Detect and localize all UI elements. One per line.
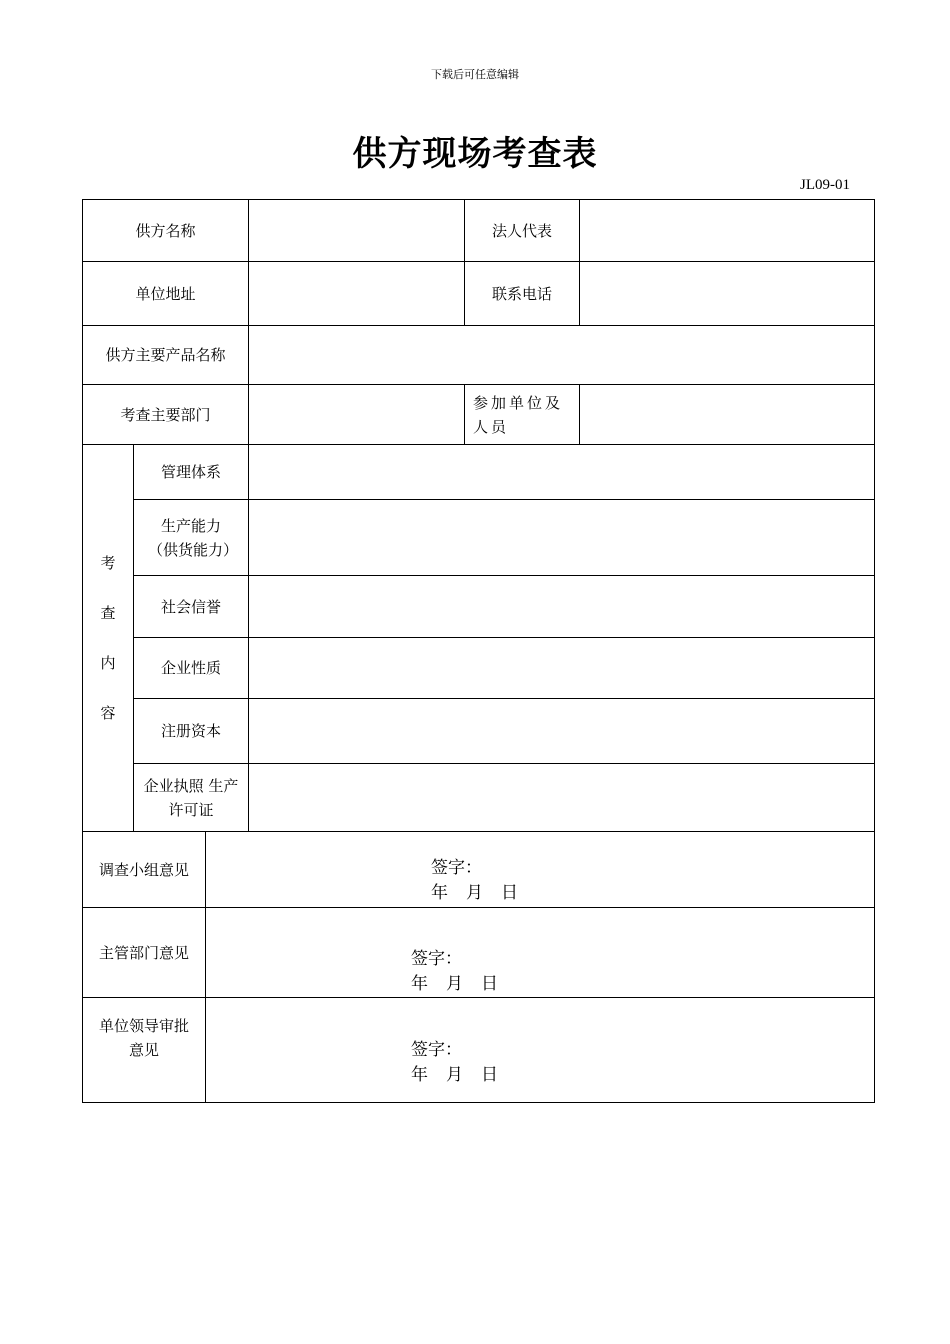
item-production-capacity-field[interactable] bbox=[249, 500, 875, 576]
survey-team-opinion-field[interactable] bbox=[206, 832, 875, 908]
signature-label: 签字： bbox=[431, 858, 482, 878]
form-code: JL09-01 bbox=[800, 177, 850, 193]
item-enterprise-nature-label: 企业性质 bbox=[134, 638, 249, 699]
signature-block bbox=[411, 947, 516, 997]
signature-label: 签字： bbox=[411, 1040, 462, 1060]
date-day: 日 bbox=[481, 974, 498, 994]
item-license-field[interactable] bbox=[249, 764, 875, 832]
date-line bbox=[431, 881, 536, 906]
date-year: 年 bbox=[411, 1065, 428, 1085]
item-management-system-field[interactable] bbox=[249, 445, 875, 500]
dept-opinion-label: 主管部门意见 bbox=[83, 908, 206, 998]
supplier-name-field[interactable] bbox=[249, 200, 465, 262]
item-reputation-label: 社会信誉 bbox=[134, 576, 249, 638]
date-line bbox=[411, 1063, 516, 1088]
participants-label: 参加单位及人员 bbox=[465, 385, 580, 445]
phone-label: 联系电话 bbox=[465, 262, 580, 326]
page-title: 供方现场考查表 bbox=[352, 134, 598, 174]
inspection-content-char: 考 bbox=[100, 554, 116, 572]
signature-block bbox=[411, 1038, 516, 1088]
date-month: 月 bbox=[466, 883, 483, 903]
item-registered-capital-label: 注册资本 bbox=[134, 699, 249, 764]
main-products-label: 供方主要产品名称 bbox=[83, 326, 249, 385]
date-day: 日 bbox=[481, 1065, 498, 1085]
date-day: 日 bbox=[501, 883, 518, 903]
participants-field[interactable] bbox=[580, 385, 875, 445]
date-year: 年 bbox=[431, 883, 448, 903]
legal-rep-field[interactable] bbox=[580, 200, 875, 262]
inspection-content-label bbox=[83, 445, 134, 832]
signature-block bbox=[431, 856, 536, 906]
address-label: 单位地址 bbox=[83, 262, 249, 326]
date-line bbox=[411, 972, 516, 997]
item-production-capacity-label: 生产能力（供货能力） bbox=[134, 500, 249, 576]
leader-approval-label: 单位领导审批意见 bbox=[83, 998, 206, 1102]
main-products-field[interactable] bbox=[249, 326, 875, 385]
date-month: 月 bbox=[446, 1065, 463, 1085]
inspection-content-char: 查 bbox=[100, 604, 116, 622]
signature-label: 签字： bbox=[411, 949, 462, 969]
item-management-system-label: 管理体系 bbox=[134, 445, 249, 500]
item-license-label: 企业执照 生产许可证 bbox=[134, 764, 249, 832]
item-enterprise-nature-field[interactable] bbox=[249, 638, 875, 699]
item-registered-capital-field[interactable] bbox=[249, 699, 875, 764]
date-year: 年 bbox=[411, 974, 428, 994]
address-field[interactable] bbox=[249, 262, 465, 326]
header-note: 下载后可任意编辑 bbox=[431, 68, 519, 81]
dept-opinion-field[interactable] bbox=[206, 908, 875, 998]
date-month: 月 bbox=[446, 974, 463, 994]
inspection-content-char: 容 bbox=[100, 704, 116, 722]
inspect-dept-label: 考查主要部门 bbox=[83, 385, 249, 445]
supplier-name-label: 供方名称 bbox=[83, 200, 249, 262]
inspection-form-table bbox=[82, 199, 875, 1103]
inspect-dept-field[interactable] bbox=[249, 385, 465, 445]
leader-approval-field[interactable] bbox=[206, 998, 875, 1102]
phone-field[interactable] bbox=[580, 262, 875, 326]
inspection-content-char: 内 bbox=[100, 654, 116, 672]
survey-team-opinion-label: 调查小组意见 bbox=[83, 832, 206, 908]
legal-rep-label: 法人代表 bbox=[465, 200, 580, 262]
item-reputation-field[interactable] bbox=[249, 576, 875, 638]
